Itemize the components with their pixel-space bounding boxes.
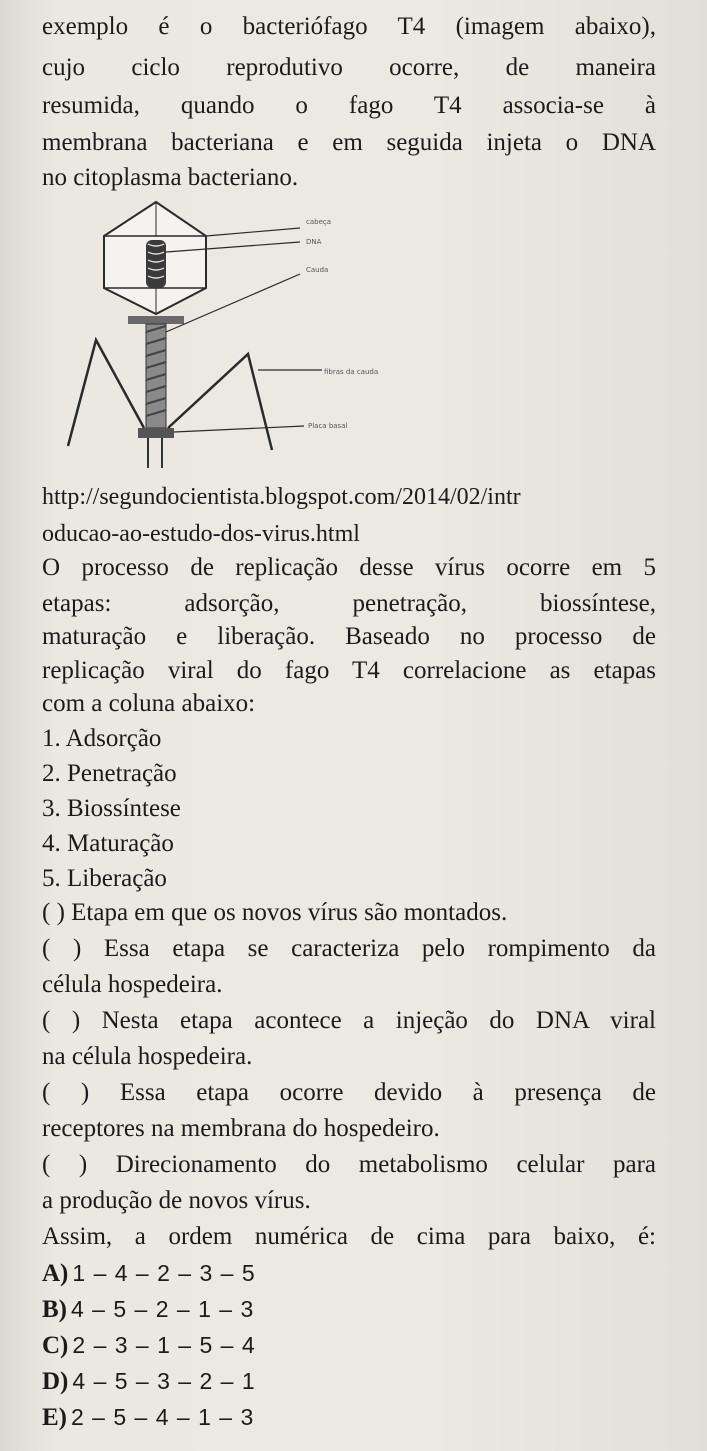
match-line-3: célula hospedeira. bbox=[42, 971, 223, 998]
match-line-2: ( ) Essa etapa se caracteriza pelo rompimento da bbox=[42, 935, 656, 962]
match-line-1: ( ) Etapa em que os novos vírus são montados. bbox=[42, 899, 508, 926]
option-letter: B) bbox=[42, 1296, 67, 1323]
option-letter: E) bbox=[42, 1404, 67, 1431]
source-url-line-2: oducao-ao-estudo-dos-virus.html bbox=[42, 521, 360, 547]
label-head: cabeça bbox=[306, 218, 332, 226]
option-a[interactable] bbox=[42, 1256, 256, 1291]
intro-line-4: membrana bacteriana e em seguida injeta o DNA bbox=[42, 129, 656, 156]
label-tail: Cauda bbox=[306, 266, 329, 274]
step-item: 4. Maturação bbox=[42, 830, 174, 857]
intro-line-2: cujo ciclo reprodutivo ocorre, de maneira bbox=[42, 54, 656, 81]
option-c[interactable] bbox=[42, 1328, 256, 1363]
intro-line-5: no citoplasma bacteriano. bbox=[42, 164, 299, 191]
body-line-2: etapas: adsorção, penetração, biossíntese, bbox=[42, 590, 656, 617]
body-line-4: replicação viral do fago T4 correlacione as etapas bbox=[42, 657, 656, 684]
intro-line-1: exemplo é o bacteriófago T4 (imagem abaixo), bbox=[42, 13, 656, 40]
option-sequence: 1 – 4 – 2 – 3 – 5 bbox=[72, 1260, 256, 1286]
option-letter: D) bbox=[42, 1368, 69, 1395]
label-dna: DNA bbox=[306, 238, 322, 246]
step-item: 2. Penetração bbox=[42, 760, 177, 787]
phage-head bbox=[104, 202, 206, 314]
intro-line-3: resumida, quando o fago T4 associa-se à bbox=[42, 92, 656, 119]
phage-collar bbox=[128, 316, 184, 324]
option-letter: C) bbox=[42, 1332, 69, 1359]
option-b[interactable] bbox=[42, 1292, 254, 1327]
option-e[interactable] bbox=[42, 1400, 254, 1435]
option-letter: A) bbox=[42, 1260, 69, 1287]
body-line-1: O processo de replicação desse vírus ocorre em 5 bbox=[42, 554, 656, 581]
match-line-4: ( ) Nesta etapa acontece a injeção do DNA viral bbox=[42, 1007, 656, 1034]
phage-base-plate bbox=[138, 428, 174, 438]
option-sequence: 2 – 3 – 1 – 5 – 4 bbox=[72, 1332, 256, 1358]
match-line-5: na célula hospedeira. bbox=[42, 1043, 253, 1070]
body-line-3: maturação e liberação. Baseado no processo de bbox=[42, 623, 656, 650]
option-sequence: 4 – 5 – 2 – 1 – 3 bbox=[71, 1296, 255, 1322]
step-item: 1. Adsorção bbox=[42, 725, 162, 752]
option-d[interactable] bbox=[42, 1364, 256, 1399]
source-url-line-1: http://segundocientista.blogspot.com/2014/02/intr bbox=[42, 484, 521, 510]
match-line-7: receptores na membrana do hospedeiro. bbox=[42, 1115, 440, 1142]
match-line-6: ( ) Essa etapa ocorre devido à presença de bbox=[42, 1079, 656, 1106]
step-item: 5. Liberação bbox=[42, 865, 167, 892]
match-line-9: a produção de novos vírus. bbox=[42, 1187, 311, 1214]
body-line-5: com a coluna abaixo: bbox=[42, 690, 256, 717]
question-text: Assim, a ordem numérica de cima para baixo, é: bbox=[42, 1223, 656, 1250]
match-line-8: ( ) Direcionamento do metabolismo celular para bbox=[42, 1151, 656, 1178]
step-item: 3. Biossíntese bbox=[42, 795, 181, 822]
label-tail-fibers: fibras da cauda bbox=[324, 368, 379, 376]
label-base-plate: Placa basal bbox=[308, 422, 348, 430]
bacteriophage-t4-diagram bbox=[58, 196, 388, 474]
option-sequence: 2 – 5 – 4 – 1 – 3 bbox=[71, 1404, 255, 1430]
option-sequence: 4 – 5 – 3 – 2 – 1 bbox=[72, 1368, 256, 1394]
